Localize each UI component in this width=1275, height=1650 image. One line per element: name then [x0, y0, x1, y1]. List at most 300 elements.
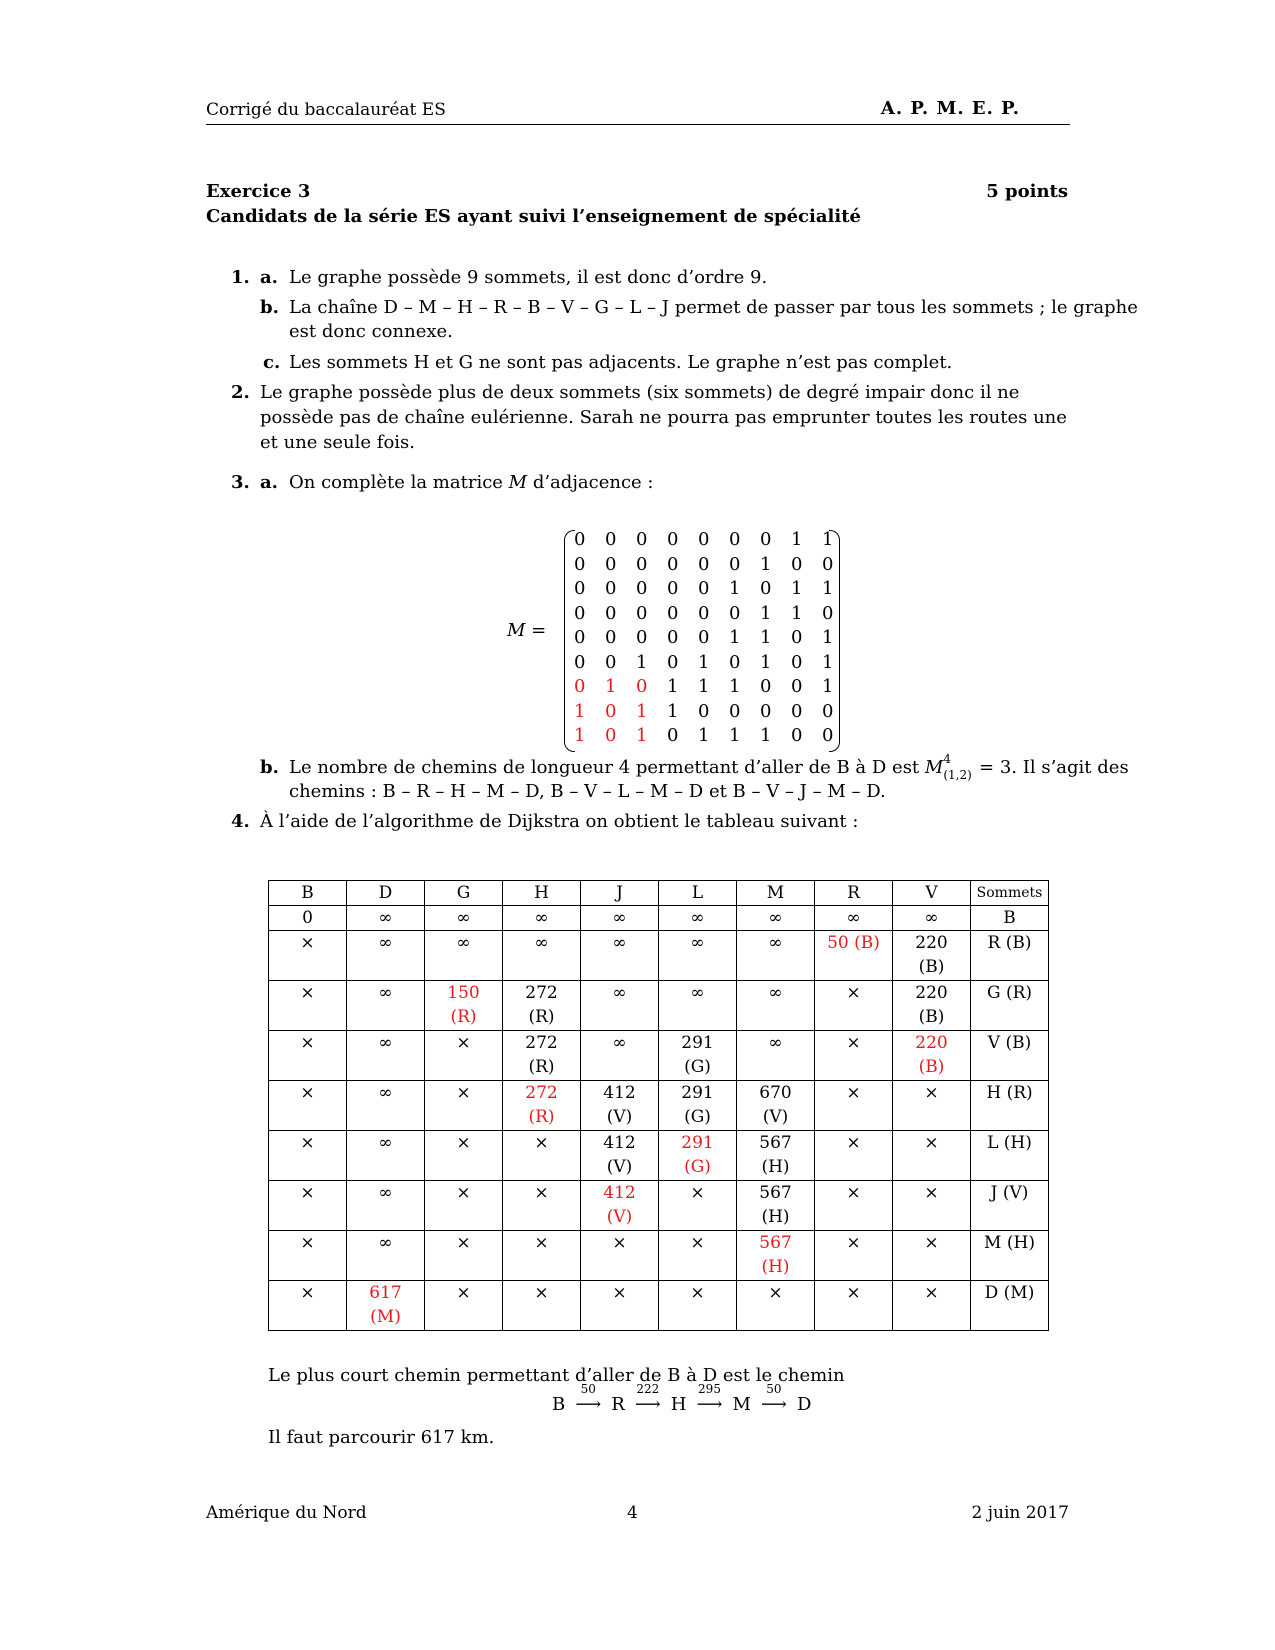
table-cell [347, 1181, 425, 1231]
cell-predecessor: (H) [761, 1257, 790, 1277]
cell-value: 291 [681, 1033, 714, 1053]
table-cell [815, 1031, 893, 1081]
q4-text: À l’aide de l’algorithme de Dijkstra on obtient le tableau suivant : [260, 811, 859, 832]
table-cell [503, 981, 581, 1031]
q3-number: 3. [231, 472, 250, 493]
q3b-math-sup: 4 [943, 752, 951, 766]
cell-value: × [924, 1183, 939, 1203]
matrix-cell: 1 [729, 725, 741, 746]
q1b-label: b. [260, 297, 279, 318]
table-cell [269, 1131, 347, 1181]
table-cell [581, 1281, 659, 1331]
table-cell [893, 1031, 971, 1081]
matrix-cell: 0 [822, 725, 834, 746]
cell-value: 150 [447, 983, 480, 1003]
chain-arrow [690, 1382, 730, 1415]
matrix-cell: 0 [636, 627, 648, 648]
header-cell: M [737, 881, 815, 906]
chain-weight: 295 [698, 1382, 721, 1396]
cell-value: ∞ [456, 933, 471, 953]
q1a-label: a. [260, 267, 278, 288]
cell-predecessor: (V) [606, 1207, 633, 1227]
header-right: A. P. M. E. P. [880, 98, 1020, 119]
table-cell [581, 931, 659, 981]
table-cell [347, 1081, 425, 1131]
cell-value: G (R) [986, 983, 1033, 1003]
table-cell [815, 1231, 893, 1281]
matrix-cell: 0 [760, 676, 772, 697]
cell-value: M (H) [984, 1233, 1035, 1253]
footer-date: 2 juin 2017 [971, 1503, 1069, 1523]
matrix-cell: 1 [667, 676, 679, 697]
table-cell [971, 1231, 1049, 1281]
q3b-text-line2: chemins : B – R – H – M – D, B – V – L – M – D et B – V – J – M – D. [289, 781, 886, 802]
q3b-math-sub: (1,2) [943, 768, 972, 782]
matrix-label: M = [507, 620, 547, 641]
cell-value: × [768, 1283, 783, 1303]
cell-value: ∞ [378, 1133, 393, 1153]
table-cell [971, 981, 1049, 1031]
header-cell: D [347, 881, 425, 906]
cell-predecessor: (G) [684, 1107, 711, 1127]
table-cell [971, 1031, 1049, 1081]
cell-value: × [846, 1283, 861, 1303]
table-cell [581, 981, 659, 1031]
exercise-subtitle: Candidats de la série ES ayant suivi l’enseignement de spécialité [206, 206, 861, 227]
cell-value: 272 [525, 1083, 558, 1103]
table-cell [893, 931, 971, 981]
chain-weight: 222 [636, 1382, 660, 1396]
matrix-cell: 0 [791, 725, 803, 746]
table-cell: ∞ [347, 906, 425, 931]
matrix-cell: 0 [729, 529, 741, 550]
table-cell: ∞ [581, 906, 659, 931]
table-cell: B [971, 906, 1049, 931]
header-cell: B [269, 881, 347, 906]
q1c-text: Les sommets H et G ne sont pas adjacents. Le graphe n’est pas complet. [289, 352, 953, 373]
table-row [269, 906, 1049, 931]
chain-node: M [732, 1394, 751, 1415]
cell-value: × [456, 1183, 471, 1203]
cell-value: × [690, 1233, 705, 1253]
table-cell [893, 1231, 971, 1281]
q3b-label: b. [260, 757, 279, 778]
matrix-cell: 1 [822, 651, 834, 673]
matrix-cell: 0 [791, 553, 803, 575]
footer-page-number: 4 [627, 1503, 638, 1523]
table-cell [893, 981, 971, 1031]
table-cell [425, 1081, 503, 1131]
table-cell [269, 931, 347, 981]
matrix-cell: 0 [698, 529, 710, 550]
arrow-icon: ⟶ [634, 1394, 661, 1415]
cell-predecessor: (V) [762, 1107, 789, 1127]
table-row [269, 1181, 1049, 1231]
cell-value: 567 [759, 1133, 792, 1153]
matrix-cell: 1 [574, 725, 586, 746]
cell-value: L (H) [987, 1133, 1032, 1153]
cell-value: 272 [525, 1033, 558, 1053]
q3b-text-line1 [289, 752, 1129, 782]
matrix-cell: 1 [636, 700, 648, 722]
q4-number: 4. [231, 811, 250, 832]
table-cell [737, 1181, 815, 1231]
exercise-points: 5 points [986, 181, 1068, 202]
matrix-cell: 0 [791, 700, 803, 722]
cell-value: × [924, 1133, 939, 1153]
cell-value: 412 [603, 1083, 636, 1103]
table-cell [971, 1131, 1049, 1181]
matrix-cell: 0 [574, 529, 586, 550]
matrix-cell: 1 [791, 529, 803, 550]
header-cell: H [503, 881, 581, 906]
cell-predecessor: (H) [761, 1207, 790, 1227]
matrix-cell: 1 [574, 700, 586, 722]
matrix-cell: 0 [698, 578, 710, 599]
arrow-icon: ⟶ [575, 1394, 602, 1415]
q2-text: Le graphe possède plus de deux sommets (six sommets) de degré impair donc il ne possède pas de chaîne eulérienne. Sarah ne pourra pas emprunter toutes les routes une et une seule fois. [260, 382, 1067, 453]
table-row [269, 981, 1049, 1031]
table-cell [503, 1031, 581, 1081]
cell-value: 567 [759, 1183, 792, 1203]
matrix-cell: 0 [791, 627, 803, 648]
cell-value: × [456, 1033, 471, 1053]
matrix-cell: 0 [605, 529, 617, 550]
chain-node: B [552, 1394, 566, 1415]
cell-value: × [612, 1283, 627, 1303]
arrow-icon: ⟶ [696, 1394, 723, 1415]
matrix-cell: 0 [822, 602, 834, 624]
matrix-cell: 1 [822, 627, 834, 648]
table-cell [815, 1131, 893, 1181]
cell-value: ∞ [768, 1033, 783, 1053]
matrix-cell: 1 [791, 602, 803, 624]
matrix-cell: 1 [729, 578, 741, 599]
table-cell [425, 1281, 503, 1331]
table-cell: ∞ [815, 906, 893, 931]
matrix-cell: 0 [574, 578, 586, 599]
table-cell [815, 1281, 893, 1331]
table-row [269, 1081, 1049, 1131]
conclusion-path: Le plus court chemin permettant d’aller de B à D est le chemin [268, 1365, 845, 1386]
matrix-cell: 0 [574, 602, 586, 624]
matrix-cell: 0 [636, 553, 648, 575]
matrix-cell: 1 [822, 529, 834, 550]
matrix-cell: 1 [760, 651, 772, 673]
table-cell [971, 931, 1049, 981]
cell-value: × [300, 933, 315, 953]
matrix-cell: 1 [605, 676, 617, 697]
cell-value: ∞ [690, 983, 705, 1003]
cell-value: × [846, 1183, 861, 1203]
matrix-cell: 1 [636, 651, 648, 673]
cell-value: × [924, 1283, 939, 1303]
chain-node: H [670, 1394, 687, 1415]
matrix-cell: 0 [667, 627, 679, 648]
matrix-cell: 1 [760, 627, 772, 648]
matrix-row [574, 528, 853, 553]
matrix-cell: 0 [636, 529, 648, 550]
matrix-cell: 1 [636, 725, 648, 746]
cell-value: 272 [525, 983, 558, 1003]
cell-value: × [846, 1133, 861, 1153]
matrix-cell: 0 [729, 651, 741, 673]
cell-value: × [612, 1233, 627, 1253]
table-cell [815, 931, 893, 981]
cell-value: 567 [759, 1233, 792, 1253]
matrix-cell: 0 [729, 602, 741, 624]
cell-predecessor: (G) [684, 1057, 711, 1077]
matrix-cell: 0 [791, 676, 803, 697]
table-cell [269, 1281, 347, 1331]
matrix-row [574, 577, 853, 602]
q2-number: 2. [231, 382, 250, 403]
table-cell [269, 1181, 347, 1231]
header-rule [206, 124, 1070, 125]
table-cell [737, 1281, 815, 1331]
cell-value: ∞ [378, 933, 393, 953]
q3a-text [289, 471, 653, 495]
header-cell: G [425, 881, 503, 906]
cell-value: ∞ [534, 933, 549, 953]
cell-value: × [300, 1133, 315, 1153]
table-cell [347, 981, 425, 1031]
cell-value: × [924, 1083, 939, 1103]
q3a-var: M [508, 472, 528, 493]
table-cell [737, 981, 815, 1031]
table-cell [503, 1281, 581, 1331]
table-cell: ∞ [503, 906, 581, 931]
matrix-cell: 0 [636, 578, 648, 599]
cell-predecessor: (B) [918, 1007, 945, 1027]
table-cell [425, 981, 503, 1031]
table-cell [269, 981, 347, 1031]
cell-value: × [456, 1233, 471, 1253]
matrix-cell: 0 [605, 553, 617, 575]
matrix-cell: 0 [636, 676, 648, 697]
q3b-math-var: M [924, 757, 944, 778]
table-cell: ∞ [737, 906, 815, 931]
q1c-label: c. [263, 352, 281, 373]
table-cell [893, 1281, 971, 1331]
matrix-row [574, 553, 853, 578]
matrix-row [574, 626, 853, 651]
table-cell [425, 931, 503, 981]
table-cell [971, 1181, 1049, 1231]
cell-value: × [846, 1083, 861, 1103]
cell-value: D (M) [984, 1283, 1035, 1303]
cell-value: × [300, 1033, 315, 1053]
matrix-cell: 1 [822, 578, 834, 599]
matrix-cell: 0 [760, 578, 772, 599]
cell-value: × [456, 1283, 471, 1303]
matrix-cell: 1 [698, 651, 710, 673]
table-cell [893, 1131, 971, 1181]
table-cell [425, 1031, 503, 1081]
table-cell [659, 981, 737, 1031]
q3a-text-pre: On complète la matrice [289, 472, 509, 493]
table-row [269, 1231, 1049, 1281]
cell-predecessor: (G) [684, 1157, 711, 1177]
matrix-cell: 0 [605, 602, 617, 624]
matrix-cell: 0 [822, 700, 834, 722]
matrix-cell: 0 [605, 627, 617, 648]
cell-value: × [924, 1233, 939, 1253]
cell-predecessor: (R) [528, 1007, 555, 1027]
cell-value: × [846, 1233, 861, 1253]
matrix-cell: 0 [605, 578, 617, 599]
table-cell [659, 1181, 737, 1231]
cell-value: ∞ [378, 1183, 393, 1203]
adjacency-matrix [574, 528, 853, 749]
cell-predecessor: (R) [528, 1107, 555, 1127]
matrix-cell: 0 [667, 602, 679, 624]
conclusion-distance: Il faut parcourir 617 km. [268, 1427, 495, 1448]
q1b-text-line1: La chaîne D – M – H – R – B – V – G – L – J permet de passer par tous les sommets ; le graphe [289, 297, 1138, 318]
table-cell [893, 1181, 971, 1231]
table-cell [815, 1181, 893, 1231]
matrix-row [574, 700, 853, 725]
header-cell: Sommets [971, 881, 1049, 906]
matrix-cell: 0 [667, 725, 679, 746]
table-cell [269, 1031, 347, 1081]
table-cell [347, 1231, 425, 1281]
cell-value: × [300, 1233, 315, 1253]
chain-node: R [611, 1394, 625, 1415]
arrow-icon: ⟶ [761, 1394, 787, 1415]
table-cell [581, 1131, 659, 1181]
cell-value: H (R) [986, 1083, 1033, 1103]
cell-value: ∞ [378, 1033, 393, 1053]
matrix-cell: 1 [760, 602, 772, 624]
cell-value: 220 [915, 933, 948, 953]
table-cell [425, 1131, 503, 1181]
table-cell [815, 981, 893, 1031]
table-cell: ∞ [893, 906, 971, 931]
table-cell [503, 1131, 581, 1181]
table-cell [581, 1081, 659, 1131]
cell-value: ∞ [378, 1233, 393, 1253]
matrix-cell: 0 [760, 700, 772, 722]
matrix-cell: 1 [729, 676, 741, 697]
matrix-row [574, 651, 853, 676]
table-cell [893, 1081, 971, 1131]
matrix-cell: 0 [698, 602, 710, 624]
q3b-text-post: = 3. Il s’agit des [973, 757, 1129, 778]
matrix-cell: 0 [698, 553, 710, 575]
cell-value: × [300, 1283, 315, 1303]
table-header-row [269, 881, 1049, 906]
table-cell [425, 1181, 503, 1231]
matrix-cell: 0 [667, 578, 679, 599]
matrix-cell: 1 [667, 700, 679, 722]
header-cell: J [581, 881, 659, 906]
cell-value: 50 (B) [827, 933, 880, 953]
matrix-cell: 1 [698, 725, 710, 746]
exercise-title: Exercice 3 [206, 181, 311, 202]
q3b-text-pre: Le nombre de chemins de longueur 4 permettant d’aller de B à D est [289, 757, 925, 778]
matrix-row [574, 724, 853, 749]
dijkstra-table [268, 880, 1049, 1331]
cell-value: J (V) [990, 1183, 1029, 1203]
matrix-cell: 0 [605, 725, 617, 746]
cell-value: × [534, 1233, 549, 1253]
matrix-row [574, 675, 853, 700]
table-row [269, 1131, 1049, 1181]
table-cell: ∞ [425, 906, 503, 931]
cell-predecessor: (M) [370, 1307, 401, 1327]
cell-predecessor: (V) [606, 1107, 633, 1127]
matrix-cell: 0 [760, 529, 772, 550]
matrix-cell: 0 [667, 651, 679, 673]
cell-value: × [846, 983, 861, 1003]
header-cell: L [659, 881, 737, 906]
table-cell [971, 1281, 1049, 1331]
table-cell [659, 1081, 737, 1131]
table-cell [347, 1031, 425, 1081]
table-cell [503, 1231, 581, 1281]
cell-predecessor: (V) [606, 1157, 633, 1177]
chain-arrow [628, 1382, 668, 1415]
matrix-cell: 0 [698, 627, 710, 648]
shortest-path-chain [552, 1382, 812, 1415]
table-row [269, 1031, 1049, 1081]
matrix-cell: 0 [574, 627, 586, 648]
footer-left: Amérique du Nord [206, 1503, 367, 1523]
table-cell [971, 1081, 1049, 1131]
matrix-cell: 1 [760, 553, 772, 575]
matrix-cell: 1 [822, 676, 834, 697]
cell-predecessor: (R) [528, 1057, 555, 1077]
chain-arrow [754, 1382, 794, 1415]
cell-value: 291 [681, 1133, 714, 1153]
matrix-cell: 1 [698, 676, 710, 697]
table-cell [503, 1081, 581, 1131]
q3a-text-post: d’adjacence : [527, 472, 654, 493]
cell-value: × [456, 1133, 471, 1153]
q1-number: 1. [231, 267, 250, 288]
cell-value: × [456, 1083, 471, 1103]
table-row [269, 931, 1049, 981]
table-cell [737, 1131, 815, 1181]
cell-value: 412 [603, 1133, 636, 1153]
matrix-row [574, 602, 853, 627]
chain-weight: 50 [766, 1382, 782, 1396]
cell-value: × [534, 1133, 549, 1153]
cell-value: R (B) [987, 933, 1032, 953]
matrix-cell: 0 [729, 700, 741, 722]
table-row [269, 1281, 1049, 1331]
table-cell [737, 1081, 815, 1131]
cell-value: × [300, 983, 315, 1003]
cell-value: ∞ [768, 983, 783, 1003]
matrix-cell: 0 [574, 676, 586, 697]
cell-value: 412 [603, 1183, 636, 1203]
cell-predecessor: (B) [918, 957, 945, 977]
cell-predecessor: (R) [450, 1007, 477, 1027]
cell-value: × [534, 1183, 549, 1203]
cell-value: 670 [759, 1083, 792, 1103]
cell-value: ∞ [768, 933, 783, 953]
table-cell [581, 1181, 659, 1231]
cell-value: ∞ [378, 983, 393, 1003]
table-cell [269, 1231, 347, 1281]
matrix-cell: 0 [605, 700, 617, 722]
matrix-cell: 1 [791, 578, 803, 599]
matrix-cell: 0 [698, 700, 710, 722]
cell-value: ∞ [690, 933, 705, 953]
cell-value: ∞ [612, 933, 627, 953]
